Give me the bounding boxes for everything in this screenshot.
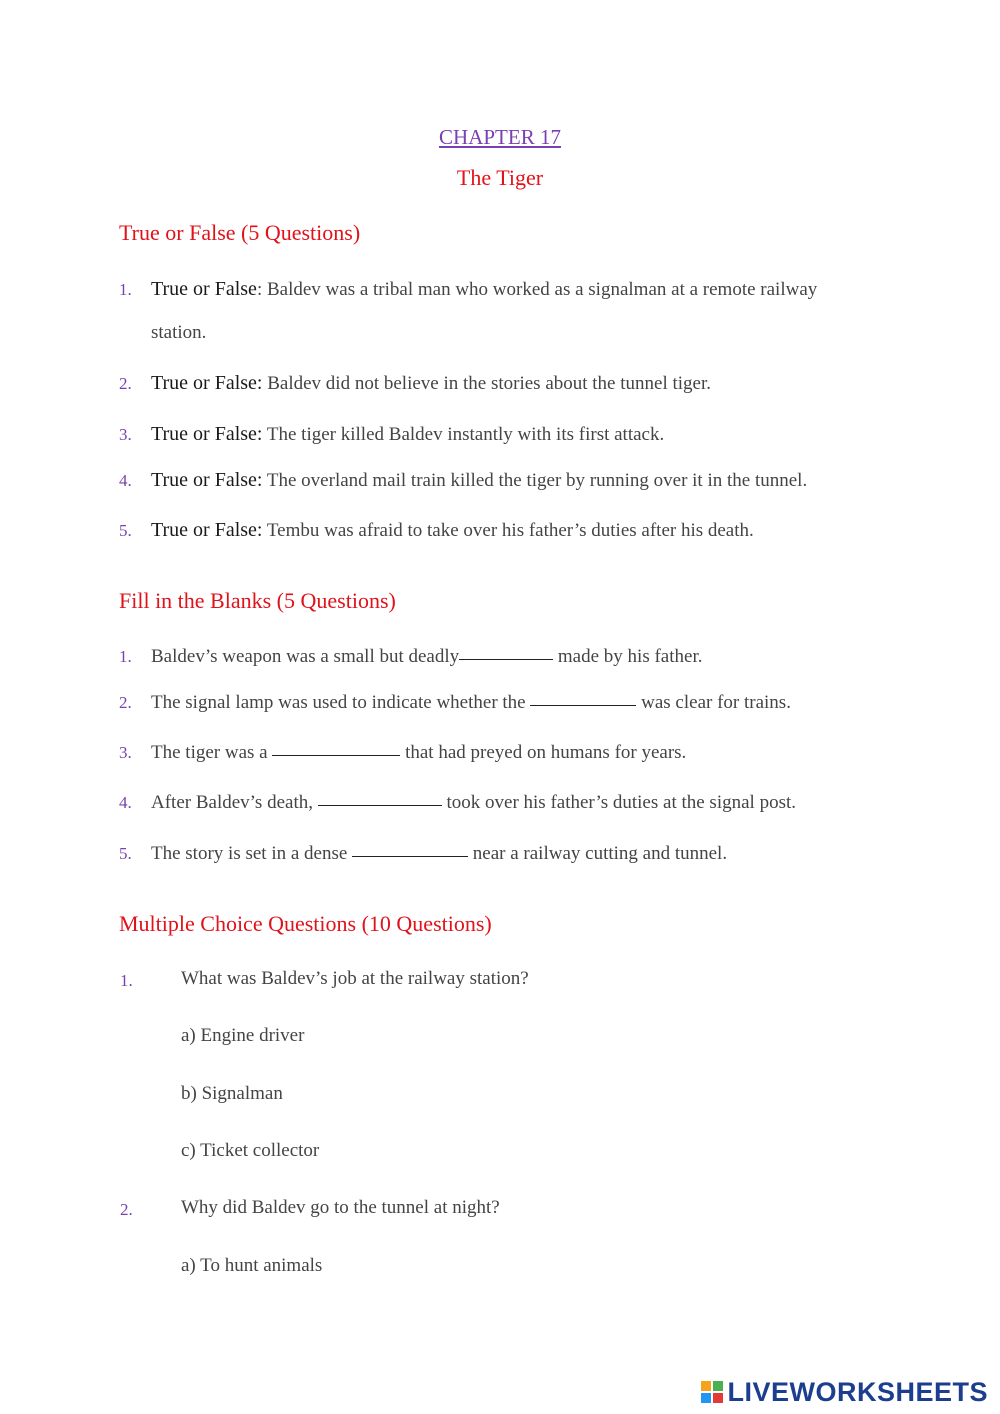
item-text-before: The tiger was a [151, 742, 273, 763]
true-false-item-4 [119, 469, 807, 492]
item-separator: : [256, 279, 263, 300]
mcq-number-1: 1. [120, 971, 133, 990]
fill-blank-item-5 [119, 843, 727, 865]
mcq-number-2: 2. [120, 1200, 133, 1219]
answer-blank[interactable] [352, 855, 468, 857]
answer-blank[interactable] [459, 658, 553, 660]
true-false-heading: True or False (5 Questions) [119, 220, 361, 245]
true-false-item-3 [119, 423, 664, 446]
fill-blank-item-2 [119, 692, 791, 714]
mcq-heading: Multiple Choice Questions (10 Questions) [119, 911, 492, 936]
answer-blank[interactable] [530, 704, 636, 706]
item-number: 5. [119, 521, 132, 540]
fill-blanks-heading: Fill in the Blanks (5 Questions) [119, 588, 396, 613]
mcq-question-1: What was Baldev’s job at the railway station? [181, 968, 529, 989]
liveworksheets-logo [701, 1376, 988, 1408]
chapter-label: CHAPTER 17 [439, 125, 561, 149]
item-label: True or False [151, 278, 257, 300]
item-text-after: made by his father. [553, 646, 703, 667]
item-number: 2. [119, 374, 132, 393]
fill-blank-item-1 [119, 646, 702, 668]
item-number: 2. [119, 693, 132, 712]
mcq-2-option-a[interactable]: a) To hunt animals [181, 1255, 323, 1276]
item-number: 3. [119, 425, 132, 444]
item-number: 1. [119, 280, 132, 299]
item-label: True or False: [151, 469, 263, 491]
logo-square [713, 1393, 723, 1403]
item-text-before: The story is set in a dense [151, 843, 353, 864]
item-label: True or False: [151, 423, 263, 445]
logo-text: LIVEWORKSHEETS [727, 1376, 988, 1407]
logo-mark-icon [701, 1381, 723, 1403]
item-text-before: Baldev’s weapon was a small but deadly [151, 646, 460, 667]
item-text-before: After Baldev’s death, [151, 792, 318, 813]
item-text: Tembu was afraid to take over his father’s duties after his death. [262, 520, 754, 541]
item-number: 1. [119, 647, 132, 666]
true-false-item-1-continuation: station. [151, 322, 207, 343]
item-number: 3. [119, 743, 132, 762]
logo-square [701, 1393, 711, 1403]
logo-square [701, 1381, 711, 1391]
mcq-1-option-b[interactable]: b) Signalman [181, 1083, 283, 1104]
item-number: 4. [119, 471, 132, 490]
fill-blank-item-3 [119, 742, 686, 764]
item-number: 4. [119, 793, 132, 812]
logo-square [713, 1381, 723, 1391]
true-false-item-1 [119, 278, 817, 301]
item-text-after: that had preyed on humans for years. [400, 742, 687, 763]
item-text: The tiger killed Baldev instantly with its first attack. [262, 424, 665, 445]
item-label: True or False: [151, 519, 263, 541]
item-text: The overland mail train killed the tiger by running over it in the tunnel. [262, 470, 808, 491]
fill-blank-item-4 [119, 792, 796, 814]
item-text-before: The signal lamp was used to indicate whether the [151, 692, 531, 713]
item-text: Baldev was a tribal man who worked as a signalman at a remote railway [262, 279, 818, 300]
answer-blank[interactable] [318, 804, 442, 806]
mcq-1-option-c[interactable]: c) Ticket collector [181, 1140, 320, 1161]
item-text-after: was clear for trains. [636, 692, 791, 713]
true-false-item-5 [119, 519, 754, 542]
mcq-1-option-a[interactable]: a) Engine driver [181, 1025, 305, 1046]
answer-blank[interactable] [272, 754, 400, 756]
true-false-item-2 [119, 372, 711, 395]
item-text: Baldev did not believe in the stories about the tunnel tiger. [262, 373, 711, 394]
item-text-after: near a railway cutting and tunnel. [468, 843, 728, 864]
item-label: True or False: [151, 372, 263, 394]
page-title: The Tiger [456, 165, 544, 190]
item-number: 5. [119, 844, 132, 863]
item-text-after: took over his father’s duties at the signal post. [441, 792, 796, 813]
mcq-question-2: Why did Baldev go to the tunnel at night? [181, 1197, 500, 1218]
